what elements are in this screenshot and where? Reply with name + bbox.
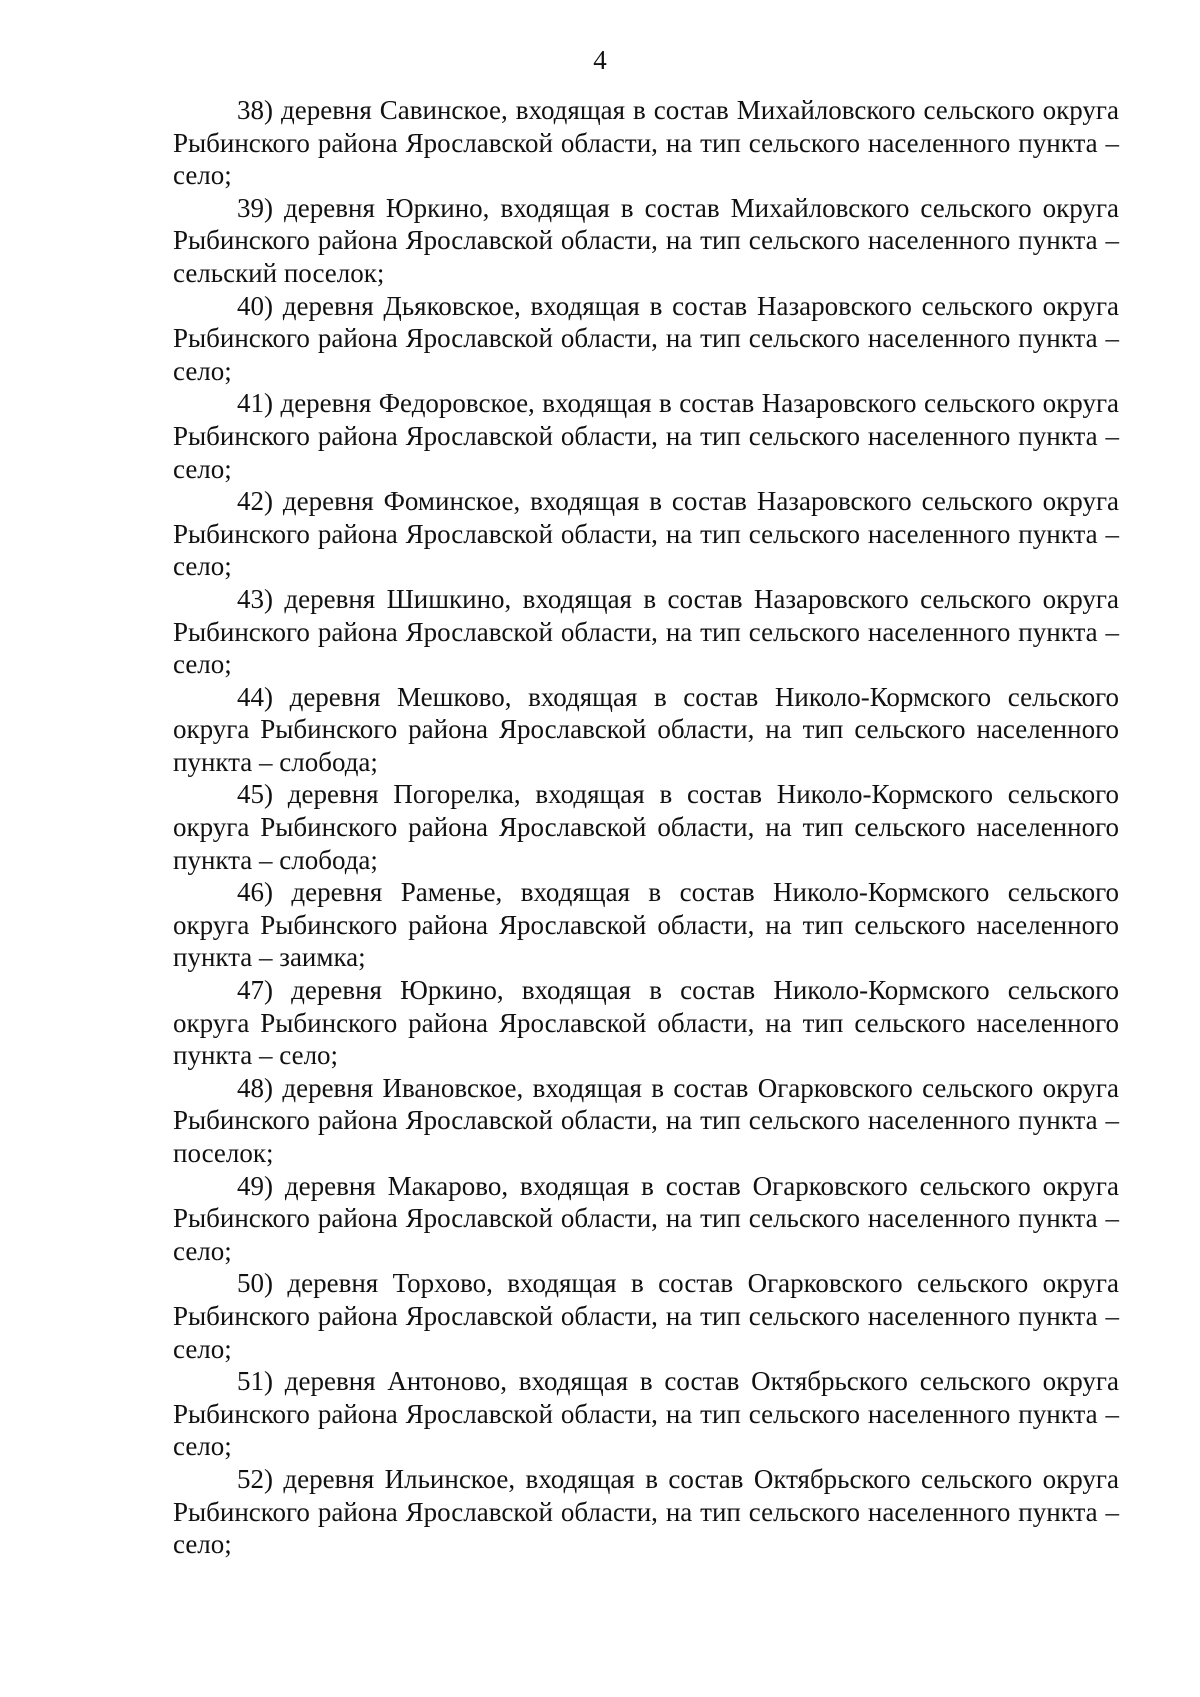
list-item: 50) деревня Торхово, входящая в состав Огарковского сельского округа Рыбинского района Ярославской области, на тип сельского населенного пункта – село; bbox=[173, 1268, 1119, 1364]
list-item: 51) деревня Антоново, входящая в состав Октябрьского сельского округа Рыбинского района Ярославской области, на тип сельского населенного пункта – село; bbox=[173, 1366, 1119, 1462]
list-item: 39) деревня Юркино, входящая в состав Михайловского сельского округа Рыбинского района Ярославской области, на тип сельского населенного пункта – сельский поселок; bbox=[173, 192, 1119, 288]
list-item: 42) деревня Фоминское, входящая в состав Назаровского сельского округа Рыбинского района Ярославской области, на тип сельского населенного пункта – село; bbox=[173, 486, 1119, 582]
document-body bbox=[173, 94, 1119, 1561]
list-item: 47) деревня Юркино, входящая в состав Николо-Кормского сельского округа Рыбинского района Ярославской области, на тип сельского населенного пункта – село; bbox=[173, 975, 1119, 1071]
list-item: 41) деревня Федоровское, входящая в состав Назаровского сельского округа Рыбинского района Ярославской области, на тип сельского населенного пункта – село; bbox=[173, 388, 1119, 484]
list-item: 46) деревня Раменье, входящая в состав Николо-Кормского сельского округа Рыбинского района Ярославской области, на тип сельского населенного пункта – заимка; bbox=[173, 877, 1119, 973]
list-item: 52) деревня Ильинское, входящая в состав Октябрьского сельского округа Рыбинского района Ярославской области, на тип сельского населенного пункта – село; bbox=[173, 1463, 1119, 1560]
page-number: 4 bbox=[593, 45, 607, 75]
list-item: 44) деревня Мешково, входящая в состав Николо-Кормского сельского округа Рыбинского района Ярославской области, на тип сельского населенного пункта – слобода; bbox=[173, 681, 1119, 777]
list-item: 48) деревня Ивановское, входящая в состав Огарковского сельского округа Рыбинского района Ярославской области, на тип сельского населенного пункта – поселок; bbox=[173, 1072, 1119, 1168]
list-item: 38) деревня Савинское, входящая в состав Михайловского сельского округа Рыбинского района Ярославской области, на тип сельского населенного пункта – село; bbox=[173, 95, 1119, 191]
list-item: 43) деревня Шишкино, входящая в состав Назаровского сельского округа Рыбинского района Ярославской области, на тип сельского населенного пункта – село; bbox=[173, 583, 1119, 680]
list-item: 45) деревня Погорелка, входящая в состав Николо-Кормского сельского округа Рыбинского района Ярославской области, на тип сельского населенного пункта – слобода; bbox=[173, 779, 1119, 875]
list-item: 49) деревня Макарово, входящая в состав Огарковского сельского округа Рыбинского района Ярославской области, на тип сельского населенного пункта – село; bbox=[173, 1170, 1119, 1266]
list-item: 40) деревня Дьяковское, входящая в состав Назаровского сельского округа Рыбинского района Ярославской области, на тип сельского населенного пункта – село; bbox=[173, 290, 1119, 386]
